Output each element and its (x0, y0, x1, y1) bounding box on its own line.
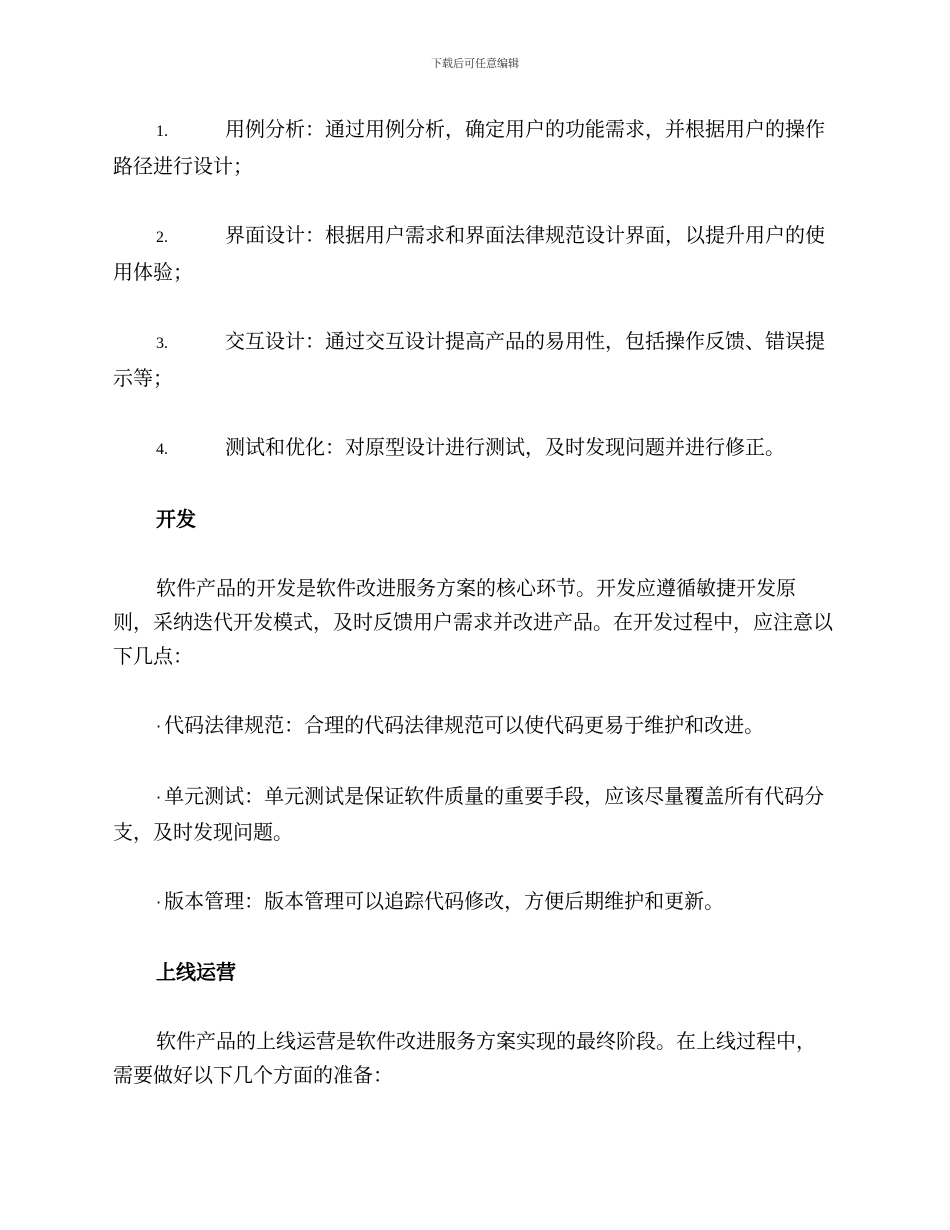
bullet-item (113, 708, 833, 744)
bullet-text: 代码法律规范：合理的代码法律规范可以使代码更易于维护和改进。 (164, 713, 765, 737)
list-number: 1. (156, 123, 168, 140)
bullet-item (113, 779, 833, 849)
section-heading-development: 开发 (156, 507, 196, 531)
bullet-dot: · (156, 788, 162, 807)
bullet-dot: · (156, 717, 162, 736)
list-number: 4. (156, 441, 168, 458)
bullet-text: 单元测试：单元测试是保证软件质量的重要手段，应该尽量覆盖所有代码分支，及时发现问题。 (113, 784, 825, 844)
list-item (113, 324, 833, 395)
document-body (113, 112, 833, 1127)
bullet-text: 版本管理：版本管理可以追踪代码修改，方便后期维护和更新。 (164, 889, 725, 913)
operations-intro: 软件产品的上线运营是软件改进服务方案实现的最终阶段。在上线过程中，需要做好以下几个方面的准备： (113, 1029, 816, 1087)
list-number: 3. (156, 335, 168, 352)
header-note: 下载后可任意编辑 (431, 57, 519, 70)
list-number: 2. (156, 229, 168, 246)
list-text: 交互设计：通过交互设计提高产品的易用性，包括操作反馈、错误提示等； (113, 329, 825, 390)
bullet-dot: · (156, 893, 162, 912)
development-intro: 软件产品的开发是软件改进服务方案的核心环节。开发应遵循敏捷开发原则，采纳迭代开发模式，及时反馈用户需求并改进产品。在开发过程中，应注意以下几点： (113, 576, 833, 668)
list-text: 用例分析：通过用例分析，确定用户的功能需求，并根据用户的操作路径进行设计； (113, 117, 825, 178)
section-heading-operations: 上线运营 (156, 960, 236, 984)
list-text: 界面设计：根据用户需求和界面法律规范设计界面，以提升用户的使用体验； (113, 223, 825, 284)
list-text: 测试和优化：对原型设计进行测试，及时发现问题并进行修正。 (225, 435, 785, 459)
list-item (113, 430, 833, 467)
list-item (113, 218, 833, 289)
bullet-item (113, 884, 833, 920)
list-item (113, 112, 833, 183)
